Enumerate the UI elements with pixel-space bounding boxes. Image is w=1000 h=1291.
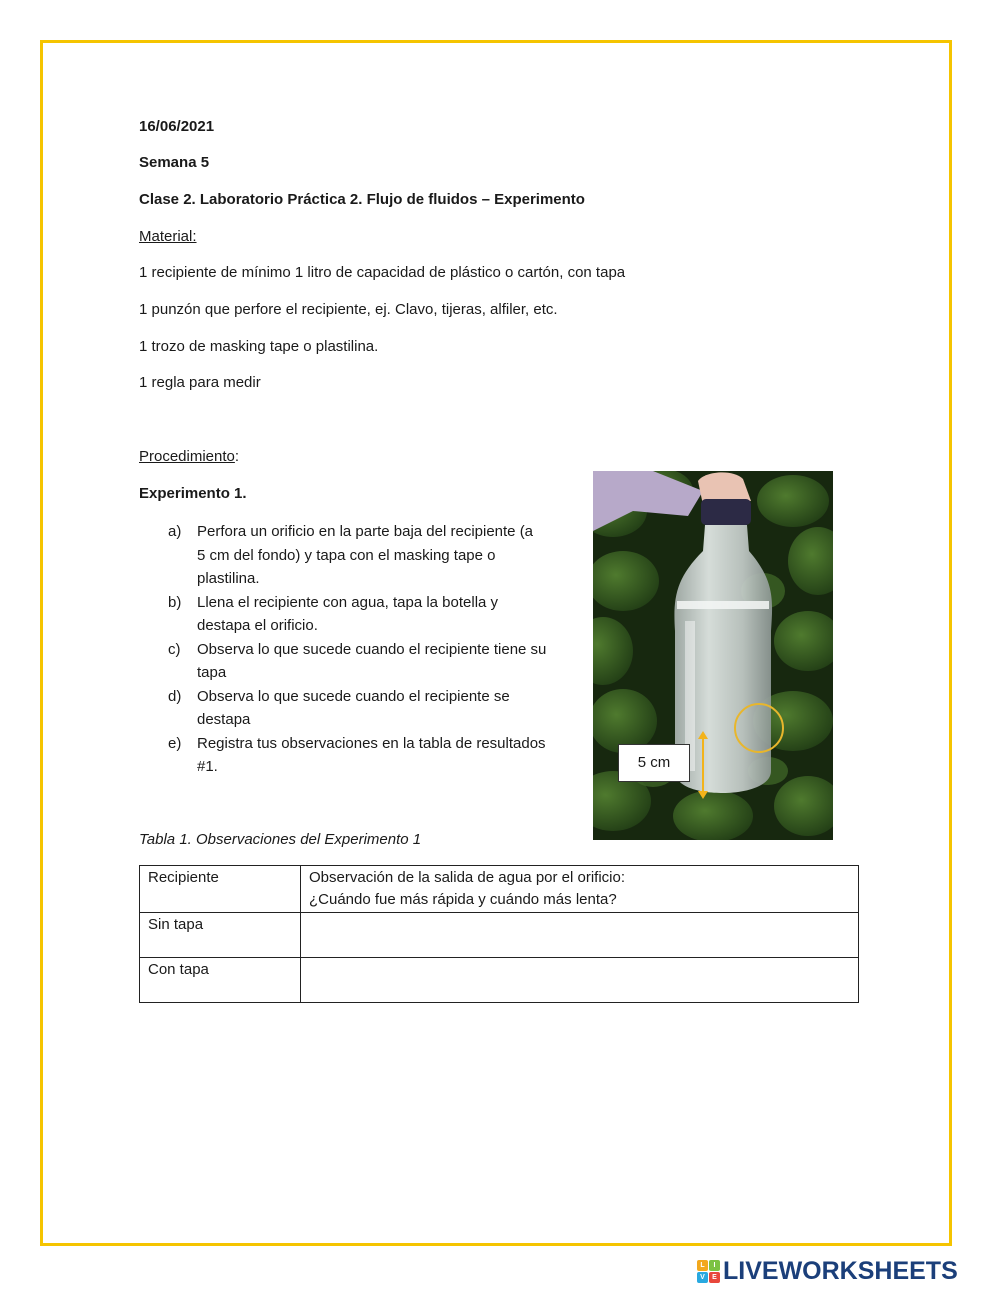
procedure-heading-text: Procedimiento: [139, 448, 235, 465]
icon-letter: L: [697, 1260, 708, 1271]
material-item: 1 trozo de masking tape o plastilina.: [139, 338, 379, 355]
procedure-step: [168, 520, 588, 591]
step-line: 5 cm del fondo) y tapa con el masking tape o: [197, 546, 496, 564]
procedure-step: [168, 591, 588, 638]
step-marker: b): [168, 593, 182, 611]
icon-letter: V: [697, 1272, 708, 1283]
week-label: Semana 5: [139, 154, 210, 171]
brand-name: LIVEWORKSHEETS: [723, 1256, 958, 1285]
table-header-row: [140, 866, 859, 913]
material-item: 1 regla para medir: [139, 374, 261, 391]
procedure-steps: [168, 520, 588, 779]
step-line: destapa el orificio.: [197, 617, 318, 634]
table-caption: Tabla 1. Observaciones del Experimento 1: [139, 831, 422, 848]
icon-letter: I: [709, 1260, 720, 1271]
bottle-illustration: [593, 471, 833, 840]
row-label: Con tapa: [140, 958, 301, 1003]
class-title: Clase 2. Laboratorio Práctica 2. Flujo de fluidos – Experimento: [139, 191, 585, 208]
table-row: [140, 913, 859, 958]
header-cell-observacion: [301, 866, 859, 913]
measure-label: 5 cm: [618, 744, 690, 782]
step-line: Llena el recipiente con agua, tapa la botella y: [197, 593, 499, 611]
observation-answer-cell[interactable]: [301, 958, 859, 1003]
liveworksheets-icon: [697, 1260, 720, 1283]
header-cell-recipiente: Recipiente: [140, 866, 301, 913]
procedure-step: [168, 732, 588, 779]
step-marker: e): [168, 734, 182, 752]
observations-table: [139, 865, 859, 1003]
document-date: 16/06/2021: [139, 118, 215, 135]
procedure-heading: [139, 447, 239, 467]
table-row: [140, 958, 859, 1003]
bottle-photo: [593, 471, 833, 840]
procedure-step: [168, 638, 588, 685]
step-line: Observa lo que sucede cuando el recipiente tiene su: [197, 640, 547, 658]
step-line: Observa lo que sucede cuando el recipiente se: [197, 687, 510, 705]
procedure-heading-colon: :: [234, 448, 240, 465]
header-line: ¿Cuándo fue más rápida y cuándo más lenta?: [309, 891, 617, 908]
step-line: Registra tus observaciones en la tabla de resultados: [197, 734, 546, 752]
step-marker: c): [168, 640, 181, 658]
material-item: 1 recipiente de mínimo 1 litro de capacidad de plástico o cartón, con tapa: [139, 264, 626, 281]
step-line: #1.: [197, 758, 218, 775]
experiment-title: Experimento 1.: [139, 485, 247, 502]
header-line: Observación de la salida de agua por el orificio:: [309, 869, 626, 886]
step-marker: a): [168, 523, 182, 540]
row-label: Sin tapa: [140, 913, 301, 958]
step-line: Perfora un orificio en la parte baja del recipiente (a: [197, 523, 534, 540]
step-line: plastilina.: [197, 570, 260, 587]
material-heading: Material:: [139, 228, 197, 245]
procedure-step: [168, 685, 588, 732]
material-item: 1 punzón que perfore el recipiente, ej. Clavo, tijeras, alfiler, etc.: [139, 301, 558, 318]
liveworksheets-logo[interactable]: [697, 1258, 958, 1284]
step-line: tapa: [197, 664, 227, 681]
step-marker: d): [168, 687, 182, 705]
step-line: destapa: [197, 711, 251, 728]
observation-answer-cell[interactable]: [301, 913, 859, 958]
icon-letter: E: [709, 1272, 720, 1283]
